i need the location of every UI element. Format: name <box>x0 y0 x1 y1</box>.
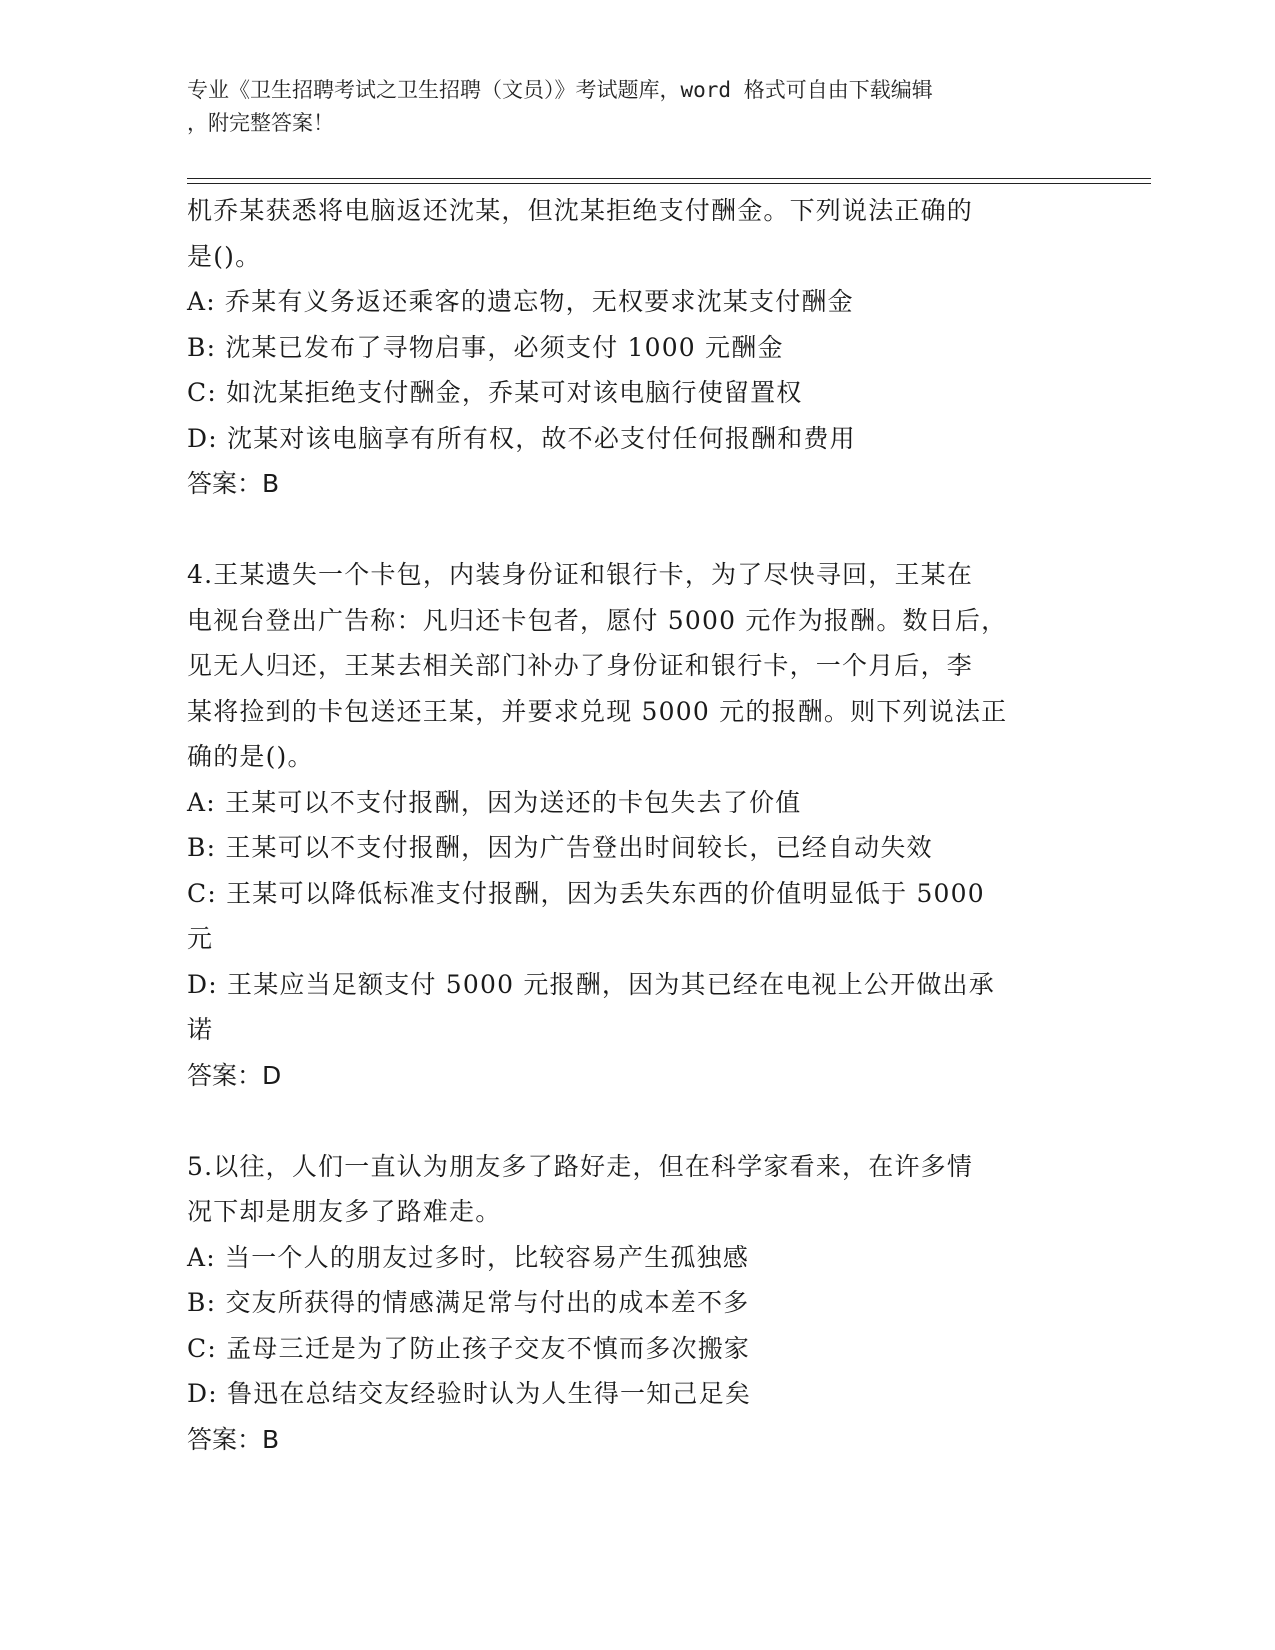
option-c: C: 孟母三迁是为了防止孩子交友不慎而多次搬家 <box>187 1333 751 1363</box>
question-content <box>187 188 1087 1462</box>
header-divider-top <box>187 178 1151 179</box>
header-line-2: ，附完整答案！ <box>187 111 334 135</box>
question-3 <box>187 188 1087 507</box>
option-c-continued: 元 <box>187 924 214 953</box>
question-stem-line: 5.以往，人们一直认为朋友多了路好走，但在科学家看来，在许多情 <box>187 1151 974 1181</box>
header-line-1: 专业《卫生招聘考试之卫生招聘（文员）》考试题库，word 格式可自由下载编辑 <box>187 78 933 102</box>
question-stem-line: 4.王某遗失一个卡包，内装身份证和银行卡，为了尽快寻回，王某在 <box>187 560 974 589</box>
question-5 <box>187 1144 1087 1463</box>
option-a: A: 当一个人的朋友过多时，比较容易产生孤独感 <box>187 1242 750 1272</box>
option-d: D: 王某应当足额支付 5000 元报酬，因为其已经在电视上公开做出承 <box>187 969 995 999</box>
option-d-continued: 诺 <box>187 1015 214 1044</box>
option-c: C: 如沈某拒绝支付酬金，乔某可对该电脑行使留置权 <box>187 378 803 407</box>
document-header <box>187 74 1087 140</box>
answer-label: 答案：D <box>187 1060 282 1090</box>
option-b: B: 交友所获得的情感满足常与付出的成本差不多 <box>187 1288 750 1317</box>
option-d: D: 沈某对该电脑享有所有权，故不必支付任何报酬和费用 <box>187 423 856 453</box>
question-stem-line: 某将捡到的卡包送还王某，并要求兑现 5000 元的报酬。则下列说法正 <box>187 696 1008 726</box>
question-stem-line: 电视台登出广告称：凡归还卡包者，愿付 5000 元作为报酬。数日后， <box>187 605 1008 635</box>
header-divider-bottom <box>187 183 1151 184</box>
option-b: B: 王某可以不支付报酬，因为广告登出时间较长，已经自动失效 <box>187 833 933 862</box>
option-a: A: 王某可以不支付报酬，因为送还的卡包失去了价值 <box>187 787 802 817</box>
option-d: D: 鲁迅在总结交友经验时认为人生得一知己足矣 <box>187 1379 752 1408</box>
answer-label: 答案：B <box>187 1424 280 1454</box>
question-stem-line: 见无人归还，王某去相关部门补办了身份证和银行卡，一个月后，李 <box>187 651 974 680</box>
question-stem-line: 是()。 <box>187 241 262 271</box>
option-a: A: 乔某有义务返还乘客的遗忘物，无权要求沈某支付酬金 <box>187 287 854 316</box>
answer-label: 答案：B <box>187 469 280 498</box>
question-stem-line: 确的是()。 <box>187 742 314 771</box>
option-c: C: 王某可以降低标准支付报酬，因为丢失东西的价值明显低于 5000 <box>187 878 985 908</box>
question-stem-line: 机乔某获悉将电脑返还沈某，但沈某拒绝支付酬金。下列说法正确的 <box>187 196 974 225</box>
question-4 <box>187 552 1087 1098</box>
option-b: B: 沈某已发布了寻物启事，必须支付 1000 元酬金 <box>187 332 784 362</box>
question-stem-line: 况下却是朋友多了路难走。 <box>187 1197 502 1226</box>
